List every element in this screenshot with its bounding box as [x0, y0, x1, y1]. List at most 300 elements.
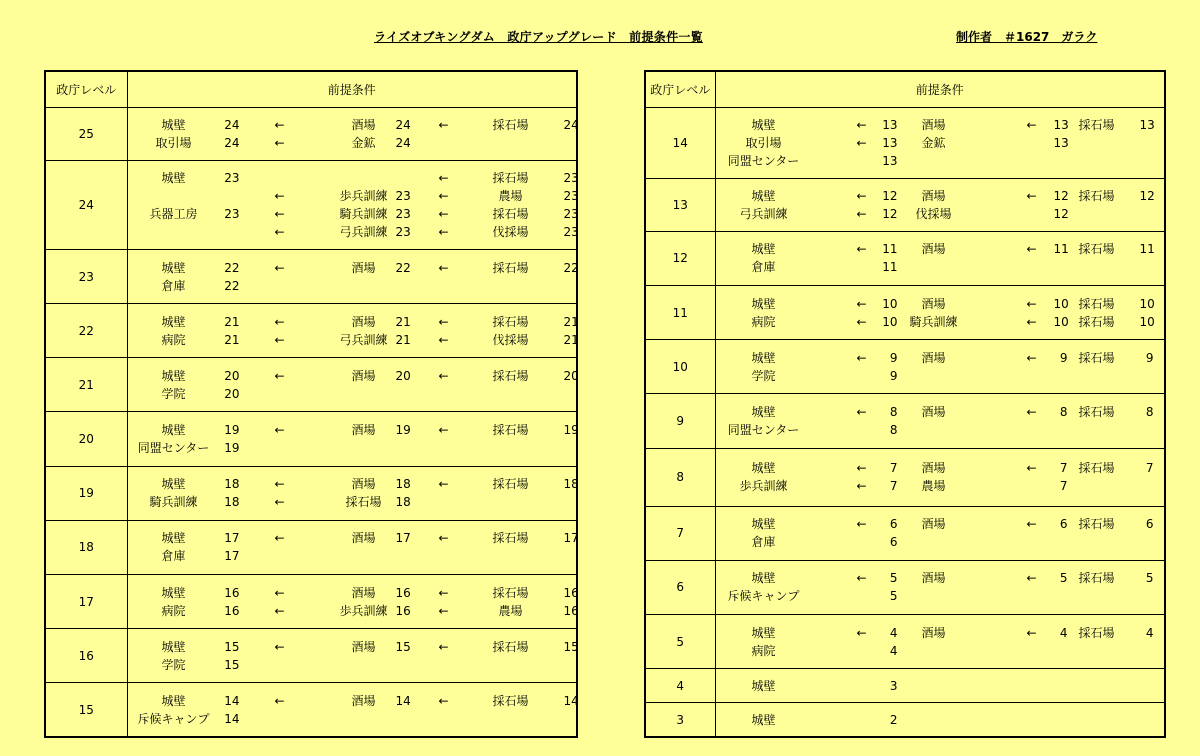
building-name: 採石場 [1078, 571, 1115, 586]
required-level: 19 [224, 441, 240, 456]
required-level: 4 [889, 625, 898, 640]
required-level: 7 [889, 461, 898, 476]
required-level: 6 [1145, 517, 1154, 532]
building-name: 城壁 [751, 350, 776, 365]
level-row [645, 615, 1165, 669]
building-name: 採石場 [1078, 296, 1115, 311]
building-name: 城壁 [161, 639, 186, 654]
building-name: 城壁 [161, 477, 186, 492]
building-name: 歩兵訓練 [739, 479, 788, 494]
required-level: 24 [224, 135, 240, 150]
arrow-left-icon: ← [274, 639, 285, 654]
building-name: 酒場 [351, 477, 376, 492]
building-name: 城壁 [751, 242, 776, 257]
building-name: 騎兵訓練 [149, 495, 198, 510]
arrow-left-icon: ← [856, 625, 867, 640]
building-name: 酒場 [921, 117, 946, 132]
conditions-cell [127, 358, 577, 412]
level-row [45, 412, 577, 466]
required-level: 17 [224, 549, 240, 564]
required-level: 16 [224, 603, 240, 618]
level-cell: 16 [45, 629, 127, 683]
condition-line [128, 367, 577, 385]
building-name: 騎兵訓練 [339, 206, 388, 221]
required-level: 21 [563, 332, 579, 347]
building-name: 酒場 [921, 404, 946, 419]
building-name: 同盟センター [727, 422, 800, 437]
required-level: 23 [395, 224, 411, 239]
building-name: 金鉱 [921, 135, 946, 150]
building-name: 酒場 [921, 242, 946, 257]
arrow-left-icon: ← [274, 477, 285, 492]
required-level: 14 [563, 693, 579, 708]
conditions-cell [715, 703, 1165, 737]
building-name: 倉庫 [751, 535, 776, 550]
level-row [45, 107, 577, 160]
arrow-left-icon: ← [856, 206, 867, 221]
building-name: 採石場 [1078, 461, 1115, 476]
building-name: 酒場 [351, 585, 376, 600]
required-level: 16 [395, 585, 411, 600]
arrow-left-icon: ← [274, 224, 285, 239]
condition-line [716, 403, 1165, 421]
level-row [645, 286, 1165, 340]
required-level: 20 [395, 368, 411, 383]
building-name: 城壁 [161, 368, 186, 383]
arrow-left-icon: ← [1026, 571, 1037, 586]
building-name: 学院 [751, 368, 776, 383]
condition-line [716, 587, 1165, 605]
level-cell: 11 [645, 286, 715, 340]
required-level: 7 [889, 479, 898, 494]
building-name: 採石場 [1078, 314, 1115, 329]
building-name: 採石場 [1078, 242, 1115, 257]
building-name: 歩兵訓練 [339, 188, 388, 203]
building-name: 同盟センター [137, 441, 210, 456]
building-name: 学院 [161, 386, 186, 401]
building-name: 伐採場 [915, 206, 952, 221]
required-level: 9 [1059, 350, 1068, 365]
conditions-cell [127, 683, 577, 737]
arrow-left-icon: ← [438, 170, 449, 185]
arrow-left-icon: ← [856, 188, 867, 203]
required-level: 15 [224, 657, 240, 672]
building-name: 農場 [498, 188, 523, 203]
conditions-cell [715, 506, 1165, 560]
document-title: ライズオブキングダム 政庁アップグレード 前提条件一覧 [374, 30, 703, 44]
required-level: 13 [882, 153, 898, 168]
level-row [45, 160, 577, 249]
required-level: 11 [1053, 242, 1069, 257]
arrow-left-icon: ← [274, 603, 285, 618]
condition-line [716, 349, 1165, 367]
required-level: 4 [1145, 625, 1154, 640]
level-row [45, 520, 577, 574]
condition-line [128, 331, 577, 349]
level-row [645, 340, 1165, 394]
arrow-left-icon: ← [438, 368, 449, 383]
condition-line [716, 477, 1165, 495]
condition-line [716, 459, 1165, 477]
condition-line [716, 711, 1165, 729]
arrow-left-icon: ← [274, 206, 285, 221]
required-level: 8 [889, 422, 898, 437]
required-level: 20 [224, 368, 240, 383]
required-level: 21 [224, 332, 240, 347]
required-level: 17 [563, 531, 579, 546]
building-name: 城壁 [161, 423, 186, 438]
condition-line [128, 223, 577, 241]
required-level: 24 [395, 135, 411, 150]
condition-line [716, 313, 1165, 331]
required-level: 16 [563, 585, 579, 600]
required-level: 9 [889, 368, 898, 383]
level-row [45, 683, 577, 737]
building-name: 採石場 [492, 260, 529, 275]
required-level: 9 [889, 350, 898, 365]
arrow-left-icon: ← [1026, 517, 1037, 532]
arrow-left-icon: ← [438, 603, 449, 618]
level-row [645, 669, 1165, 703]
arrow-left-icon: ← [1026, 188, 1037, 203]
required-level: 23 [563, 170, 579, 185]
required-level: 16 [563, 603, 579, 618]
required-level: 23 [563, 188, 579, 203]
building-name: 酒場 [351, 260, 376, 275]
building-name: 採石場 [1078, 117, 1115, 132]
arrow-left-icon: ← [1026, 404, 1037, 419]
level-cell: 12 [645, 231, 715, 285]
arrow-left-icon: ← [856, 571, 867, 586]
conditions-cell [127, 629, 577, 683]
conditions-cell [715, 394, 1165, 448]
right-prerequisite-table [644, 70, 1166, 738]
required-level: 8 [1059, 404, 1068, 419]
condition-line [128, 710, 577, 728]
arrow-left-icon: ← [438, 531, 449, 546]
required-level: 21 [563, 314, 579, 329]
level-row [645, 178, 1165, 231]
level-cell: 14 [645, 107, 715, 178]
condition-line [716, 116, 1165, 134]
arrow-left-icon: ← [274, 423, 285, 438]
building-name: 病院 [751, 643, 776, 658]
required-level: 10 [1053, 296, 1069, 311]
arrow-left-icon: ← [438, 117, 449, 132]
conditions-cell [715, 286, 1165, 340]
building-name: 採石場 [492, 693, 529, 708]
building-name: 酒場 [921, 350, 946, 365]
building-name: 病院 [161, 332, 186, 347]
required-level: 24 [563, 117, 579, 132]
arrow-left-icon: ← [438, 585, 449, 600]
required-level: 5 [889, 589, 898, 604]
building-name: 歩兵訓練 [339, 603, 388, 618]
required-level: 23 [395, 188, 411, 203]
condition-line [128, 439, 577, 457]
arrow-left-icon: ← [856, 296, 867, 311]
level-row [645, 448, 1165, 506]
building-name: 病院 [751, 314, 776, 329]
arrow-left-icon: ← [1026, 625, 1037, 640]
condition-line [128, 602, 577, 620]
building-name: 城壁 [161, 314, 186, 329]
required-level: 18 [395, 477, 411, 492]
required-level: 17 [395, 531, 411, 546]
level-row [45, 629, 577, 683]
building-name: 酒場 [351, 639, 376, 654]
conditions-cell [715, 615, 1165, 669]
building-name: 採石場 [492, 206, 529, 221]
conditions-cell [127, 520, 577, 574]
required-level: 10 [1053, 314, 1069, 329]
required-level: 3 [889, 678, 898, 693]
building-name: 酒場 [921, 188, 946, 203]
condition-line [128, 313, 577, 331]
required-level: 15 [563, 639, 579, 654]
required-level: 5 [889, 571, 898, 586]
required-level: 11 [882, 242, 898, 257]
building-name: 金鉱 [351, 135, 376, 150]
arrow-left-icon: ← [438, 693, 449, 708]
building-name: 酒場 [921, 461, 946, 476]
level-cell: 3 [645, 703, 715, 737]
arrow-left-icon: ← [856, 314, 867, 329]
conditions-cell [715, 669, 1165, 703]
building-name: 城壁 [161, 117, 186, 132]
arrow-left-icon: ← [1026, 461, 1037, 476]
arrow-left-icon: ← [274, 531, 285, 546]
building-name: 酒場 [921, 625, 946, 640]
level-row [645, 107, 1165, 178]
required-level: 9 [1145, 350, 1154, 365]
required-level: 11 [882, 260, 898, 275]
condition-line [716, 134, 1165, 152]
level-cell: 10 [645, 340, 715, 394]
condition-line [716, 187, 1165, 205]
building-name: 倉庫 [161, 278, 186, 293]
arrow-left-icon: ← [274, 693, 285, 708]
condition-line [716, 421, 1165, 439]
building-name: 採石場 [1078, 517, 1115, 532]
required-level: 23 [224, 170, 240, 185]
level-header: 政庁レベル [645, 71, 715, 107]
condition-line [128, 692, 577, 710]
building-name: 伐採場 [492, 224, 529, 239]
arrow-left-icon: ← [274, 585, 285, 600]
required-level: 12 [882, 188, 898, 203]
left-prerequisite-table [44, 70, 578, 738]
building-name: 城壁 [161, 531, 186, 546]
condition-line [128, 116, 577, 134]
building-name: 伐採場 [492, 332, 529, 347]
conditions-header: 前提条件 [715, 71, 1165, 107]
level-cell: 24 [45, 160, 127, 249]
conditions-cell [127, 574, 577, 628]
arrow-left-icon: ← [274, 332, 285, 347]
arrow-left-icon: ← [1026, 242, 1037, 257]
building-name: 酒場 [351, 531, 376, 546]
level-row [45, 466, 577, 520]
arrow-left-icon: ← [274, 368, 285, 383]
required-level: 6 [1059, 517, 1068, 532]
building-name: 城壁 [161, 260, 186, 275]
level-cell: 4 [645, 669, 715, 703]
building-name: 採石場 [1078, 188, 1115, 203]
arrow-left-icon: ← [274, 135, 285, 150]
building-name: 斥候キャンプ [137, 711, 210, 726]
required-level: 19 [224, 423, 240, 438]
arrow-left-icon: ← [1026, 117, 1037, 132]
required-level: 7 [1059, 479, 1068, 494]
level-cell: 9 [645, 394, 715, 448]
required-level: 23 [395, 206, 411, 221]
condition-line [716, 533, 1165, 551]
arrow-left-icon: ← [274, 314, 285, 329]
building-name: 酒場 [351, 314, 376, 329]
required-level: 6 [889, 535, 898, 550]
arrow-left-icon: ← [856, 517, 867, 532]
conditions-cell [127, 107, 577, 160]
required-level: 15 [395, 639, 411, 654]
building-name: 倉庫 [161, 549, 186, 564]
level-row [645, 394, 1165, 448]
arrow-left-icon: ← [856, 135, 867, 150]
level-cell: 8 [645, 448, 715, 506]
required-level: 12 [1053, 188, 1069, 203]
required-level: 10 [882, 314, 898, 329]
building-name: 城壁 [751, 461, 776, 476]
arrow-left-icon: ← [438, 260, 449, 275]
level-row [45, 358, 577, 412]
building-name: 兵器工房 [149, 206, 198, 221]
condition-line [128, 385, 577, 403]
required-level: 7 [1145, 461, 1154, 476]
building-name: 酒場 [351, 693, 376, 708]
arrow-left-icon: ← [438, 332, 449, 347]
conditions-cell [127, 249, 577, 303]
building-name: 採石場 [492, 531, 529, 546]
level-cell: 15 [45, 683, 127, 737]
required-level: 23 [563, 206, 579, 221]
arrow-left-icon: ← [856, 461, 867, 476]
building-name: 採石場 [492, 170, 529, 185]
condition-line [716, 569, 1165, 587]
level-cell: 6 [645, 560, 715, 614]
building-name: 採石場 [492, 477, 529, 492]
required-level: 8 [889, 404, 898, 419]
required-level: 24 [224, 117, 240, 132]
level-cell: 19 [45, 466, 127, 520]
required-level: 22 [395, 260, 411, 275]
arrow-left-icon: ← [438, 224, 449, 239]
required-level: 18 [224, 477, 240, 492]
building-name: 城壁 [751, 625, 776, 640]
building-name: 病院 [161, 603, 186, 618]
building-name: 倉庫 [751, 260, 776, 275]
arrow-left-icon: ← [438, 423, 449, 438]
required-level: 12 [882, 206, 898, 221]
building-name: 酒場 [921, 517, 946, 532]
building-name: 農場 [921, 479, 946, 494]
required-level: 17 [224, 531, 240, 546]
level-header: 政庁レベル [45, 71, 127, 107]
conditions-cell [715, 178, 1165, 231]
arrow-left-icon: ← [1026, 350, 1037, 365]
condition-line [716, 515, 1165, 533]
building-name: 城壁 [751, 404, 776, 419]
arrow-left-icon: ← [274, 260, 285, 275]
condition-line [128, 259, 577, 277]
building-name: 城壁 [751, 571, 776, 586]
level-row [45, 249, 577, 303]
condition-line [128, 493, 577, 511]
arrow-left-icon: ← [856, 404, 867, 419]
conditions-cell [715, 448, 1165, 506]
arrow-left-icon: ← [1026, 314, 1037, 329]
building-name: 城壁 [161, 170, 186, 185]
level-row [45, 574, 577, 628]
level-row [45, 304, 577, 358]
level-cell: 25 [45, 107, 127, 160]
arrow-left-icon: ← [1026, 296, 1037, 311]
level-cell: 22 [45, 304, 127, 358]
arrow-left-icon: ← [274, 117, 285, 132]
conditions-header: 前提条件 [127, 71, 577, 107]
condition-line [716, 152, 1165, 170]
building-name: 騎兵訓練 [909, 314, 958, 329]
required-level: 4 [1059, 625, 1068, 640]
required-level: 20 [563, 368, 579, 383]
required-level: 10 [1139, 296, 1155, 311]
building-name: 酒場 [921, 296, 946, 311]
arrow-left-icon: ← [274, 188, 285, 203]
building-name: 採石場 [492, 314, 529, 329]
required-level: 23 [563, 224, 579, 239]
building-name: 城壁 [161, 585, 186, 600]
arrow-left-icon: ← [438, 639, 449, 654]
conditions-cell [127, 304, 577, 358]
building-name: 斥候キャンプ [727, 589, 800, 604]
building-name: 採石場 [492, 585, 529, 600]
building-name: 学院 [161, 657, 186, 672]
conditions-cell [127, 466, 577, 520]
level-row [645, 703, 1165, 737]
required-level: 23 [224, 206, 240, 221]
building-name: 酒場 [351, 368, 376, 383]
required-level: 21 [224, 314, 240, 329]
level-cell: 18 [45, 520, 127, 574]
condition-line [716, 624, 1165, 642]
condition-line [716, 642, 1165, 660]
required-level: 22 [224, 260, 240, 275]
required-level: 21 [395, 332, 411, 347]
required-level: 10 [882, 296, 898, 311]
required-level: 24 [395, 117, 411, 132]
building-name: 採石場 [1078, 350, 1115, 365]
required-level: 16 [395, 603, 411, 618]
required-level: 2 [889, 712, 898, 727]
required-level: 14 [224, 693, 240, 708]
condition-line [716, 367, 1165, 385]
building-name: 採石場 [492, 423, 529, 438]
required-level: 14 [395, 693, 411, 708]
arrow-left-icon: ← [438, 188, 449, 203]
arrow-left-icon: ← [438, 206, 449, 221]
level-cell: 20 [45, 412, 127, 466]
required-level: 10 [1139, 314, 1155, 329]
building-name: 農場 [498, 603, 523, 618]
